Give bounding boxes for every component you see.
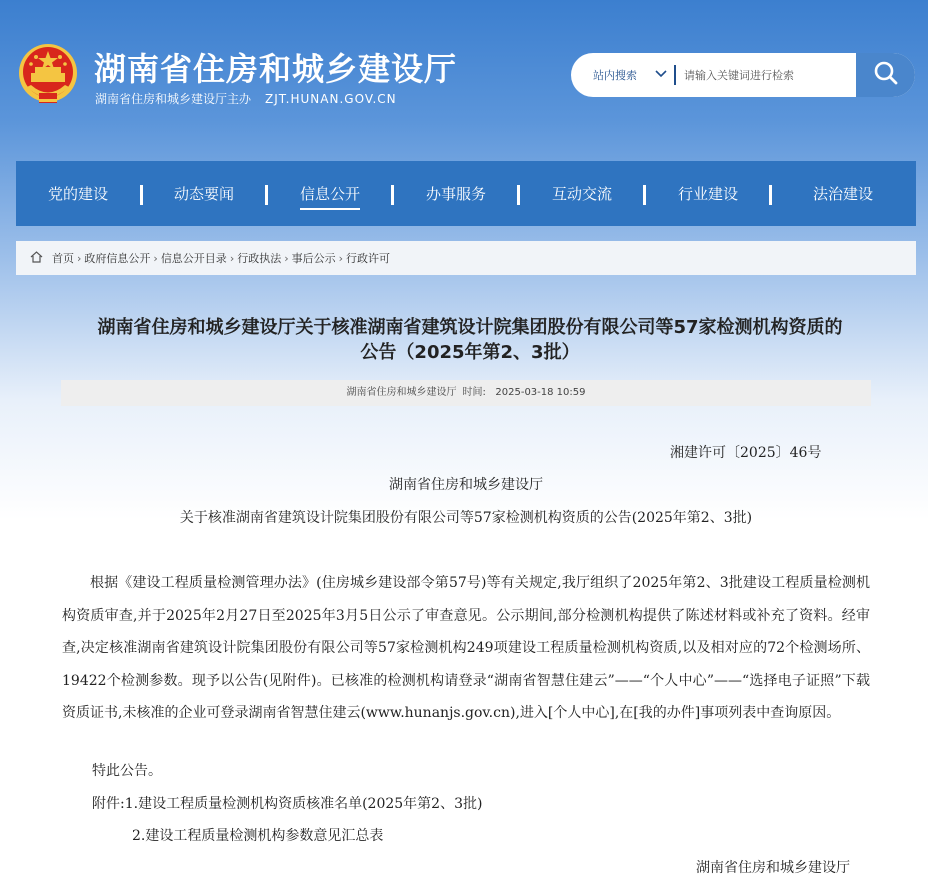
main-nav xyxy=(16,161,916,226)
site-header xyxy=(0,0,928,160)
document-issuer: 湖南省住房和城乡建设厅 xyxy=(389,477,543,493)
search-button[interactable] xyxy=(856,53,915,97)
article-time: 2025-03-18 10:59 xyxy=(495,387,586,398)
home-icon xyxy=(30,251,43,266)
search-input[interactable] xyxy=(682,63,856,87)
search-divider xyxy=(674,65,676,85)
breadcrumb-separator: › xyxy=(338,252,344,265)
breadcrumb-separator: › xyxy=(153,252,158,265)
search-scope-label: 站内搜索 xyxy=(593,69,637,82)
nav-item-info-disclosure[interactable]: 信息公开 xyxy=(300,185,361,203)
breadcrumb-gov-info[interactable]: 政府信息公开 xyxy=(84,252,151,265)
article-title-line1: 湖南省住房和城乡建设厅关于核准湖南省建筑设计院集团股份有限公司等57家检测机构资质的 xyxy=(97,317,843,338)
document-signature: 湖南省住房和城乡建设厅 xyxy=(696,860,850,876)
site-domain: ZJT.HUNAN.GOV.CN xyxy=(265,92,397,106)
article-content xyxy=(16,275,916,887)
breadcrumb-separator: › xyxy=(77,252,82,265)
nav-separator xyxy=(643,185,646,205)
nav-item-party-building[interactable]: 党的建设 xyxy=(48,185,109,203)
nav-item-services[interactable]: 办事服务 xyxy=(426,185,487,203)
chevron-down-icon xyxy=(655,66,667,80)
breadcrumb-home[interactable]: 首页 xyxy=(52,252,74,265)
nav-item-news[interactable]: 动态要闻 xyxy=(174,185,235,203)
article-title xyxy=(60,315,880,365)
site-subtitle xyxy=(95,90,397,107)
article-time-label: 时间: xyxy=(462,387,486,398)
article-title-line2: 公告（2025年第2、3批） xyxy=(360,342,580,363)
breadcrumb xyxy=(16,241,916,275)
breadcrumb-separator: › xyxy=(229,252,235,265)
article-source: 湖南省住房和城乡建设厅 xyxy=(346,387,457,398)
breadcrumb-info-catalog[interactable]: 信息公开目录 xyxy=(160,252,227,265)
nav-separator xyxy=(517,185,520,205)
document-body: 根据《建设工程质量检测管理办法》(住房城乡建设部令第57号)等有关规定,我厅组织了2025年第2、3批建设工程质量检测机构资质审查,并于2025年2月27日至2025年3月5日公示了审查意见。公示期间,部分检测机构提供了陈述材料或补充了资料。经审查,决定核准湖南省建筑设计院集团股份有限公司等57家检测机构249项建设工程质量检测机构资质,以及相对应的72个检测场所、19422个检测参数。现予以公告(见附件)。已核准的检测机构请登录“湖南省智慧住建云”——“个人中心”——“选择电子证照”下载资质证书,未核准的企业可登录湖南省智慧住建云(www.hunanjs.gov.cn),进入[个人中心],在[我的办件]事项列表中查询原因。 xyxy=(62,575,870,721)
breadcrumb-law-enforcement[interactable]: 行政执法 xyxy=(237,252,282,265)
document-subject: 关于核准湖南省建筑设计院集团股份有限公司等57家检测机构资质的公告(2025年第2、3批) xyxy=(179,510,753,526)
nav-item-industry[interactable]: 行业建设 xyxy=(678,185,739,203)
breadcrumb-admin-license[interactable]: 行政许可 xyxy=(346,252,391,265)
search-icon xyxy=(873,60,899,90)
attachment-link-1[interactable]: 附件:1.建设工程质量检测机构资质核准名单(2025年第2、3批) xyxy=(92,796,483,812)
nav-separator xyxy=(140,185,143,205)
document-number: 湘建许可〔2025〕46号 xyxy=(670,445,822,461)
nav-separator xyxy=(769,185,772,205)
site-sponsor: 湖南省住房和城乡建设厅主办 xyxy=(95,92,252,106)
breadcrumb-post-publicity[interactable]: 事后公示 xyxy=(291,252,336,265)
nav-separator xyxy=(391,185,394,205)
nav-separator xyxy=(265,185,268,205)
nav-item-rule-of-law[interactable]: 法治建设 xyxy=(813,185,874,203)
site-title[interactable]: 湖南省住房和城乡建设厅 xyxy=(94,50,458,88)
document-closing: 特此公告。 xyxy=(92,763,162,779)
national-emblem-icon xyxy=(17,43,79,107)
article-meta xyxy=(61,380,871,406)
search-box xyxy=(571,53,915,97)
search-scope-select[interactable] xyxy=(593,67,637,83)
attachment-link-2[interactable]: 2.建设工程质量检测机构参数意见汇总表 xyxy=(132,828,384,844)
nav-item-interaction[interactable]: 互动交流 xyxy=(552,185,613,203)
breadcrumb-separator: › xyxy=(284,252,289,265)
